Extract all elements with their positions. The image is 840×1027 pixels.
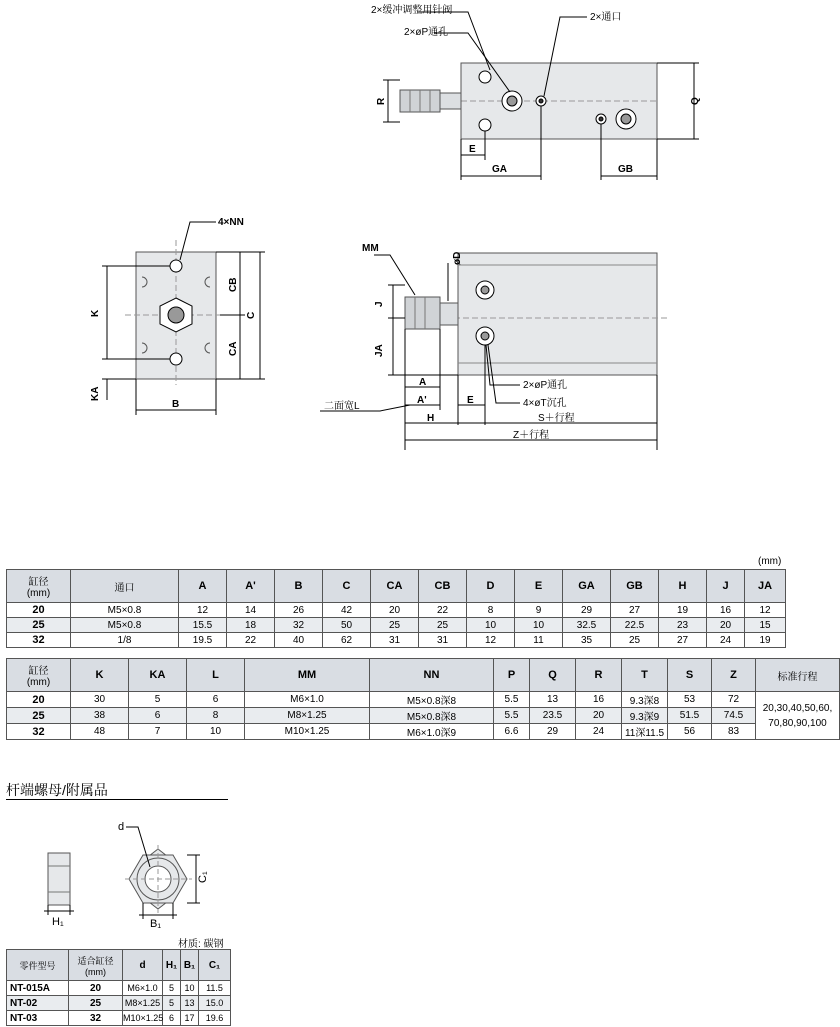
table-cell: NT-02 [7, 996, 69, 1011]
table-cell: 5.5 [494, 708, 530, 724]
label-Q: Q [690, 97, 701, 105]
header-cell: JA [745, 570, 786, 603]
table-cell: 24 [576, 724, 622, 740]
table-cell: M6×1.0深9 [370, 724, 494, 740]
table-row [7, 996, 231, 1011]
table-cell: 14 [227, 603, 275, 618]
table-row [7, 603, 786, 618]
table-row [7, 724, 840, 740]
header-cell: H [659, 570, 707, 603]
table-cell: 23 [659, 618, 707, 633]
table-cell: 12 [745, 603, 786, 618]
label-C: C [246, 311, 257, 319]
table-cell: M5×0.8深8 [370, 708, 494, 724]
header-cell: H₁ [163, 950, 181, 981]
nut-label-H1: H₁ [52, 916, 64, 928]
header-cell: GA [563, 570, 611, 603]
nut-table [6, 949, 231, 1026]
header-cell: P [494, 659, 530, 692]
table-cell: 22 [227, 633, 275, 648]
table-row [7, 692, 840, 708]
table-cell: 10 [515, 618, 563, 633]
table-cell: 16 [576, 692, 622, 708]
top-view-drawing [0, 0, 790, 200]
table-cell: 19 [659, 603, 707, 618]
table-cell: M10×1.25 [245, 724, 370, 740]
label-nn: 4×NN [218, 217, 244, 228]
front-view-drawing [80, 205, 280, 420]
table-cell: M8×1.25 [245, 708, 370, 724]
header-cell: GB [611, 570, 659, 603]
table-cell: 31 [419, 633, 467, 648]
header-cell: T [622, 659, 668, 692]
header-cell: 缸径 (mm) [7, 570, 71, 603]
table-cell: 25 [611, 633, 659, 648]
table-cell: NT-015A [7, 981, 69, 996]
table-cell: 27 [611, 603, 659, 618]
label-t-hole: 4×øT沉孔 [523, 398, 567, 409]
table-cell: 1/8 [71, 633, 179, 648]
table-cell: 32 [7, 633, 71, 648]
table-cell: 11深11.5 [622, 724, 668, 740]
table-cell: 31 [371, 633, 419, 648]
table-cell: 30 [71, 692, 129, 708]
table-cell: M8×1.25 [123, 996, 163, 1011]
header-cell: KA [129, 659, 187, 692]
standard-stroke-line-2: 70,80,90,100 [768, 717, 827, 729]
label-A-prime: A' [417, 395, 427, 406]
table-cell: 62 [323, 633, 371, 648]
label-D: øD [452, 251, 463, 265]
label-p-hole-top: 2×øP通孔 [404, 27, 449, 38]
label-H: H [427, 413, 435, 424]
table-cell: 53 [668, 692, 712, 708]
table-cell: 15 [745, 618, 786, 633]
header-cell: MM [245, 659, 370, 692]
label-B: B [172, 399, 180, 410]
table-cell: 10 [467, 618, 515, 633]
table-cell: 20 [576, 708, 622, 724]
table-cell: M6×1.0 [245, 692, 370, 708]
label-needle-valve: 2×缓冲调整用针阀 [371, 5, 453, 16]
header-cell: NN [370, 659, 494, 692]
header-cell: A [179, 570, 227, 603]
table-cell: 5 [163, 981, 181, 996]
table-header-row [7, 659, 840, 692]
table-cell: M5×0.8深8 [370, 692, 494, 708]
header-cell: 零件型号 [7, 950, 69, 981]
table-cell: 9.3深9 [622, 708, 668, 724]
table-cell: 19 [745, 633, 786, 648]
table-cell: 32 [69, 1011, 123, 1026]
table-cell: M10×1.25 [123, 1011, 163, 1026]
table-row [7, 1011, 231, 1026]
table-cell: NT-03 [7, 1011, 69, 1026]
label-JA: JA [374, 344, 385, 357]
header-cell: L [187, 659, 245, 692]
table-cell: 25 [419, 618, 467, 633]
table-cell: 10 [181, 981, 199, 996]
table-cell: 48 [71, 724, 129, 740]
table-cell: 25 [7, 708, 71, 724]
label-CA: CA [228, 341, 239, 356]
side-view-drawing [300, 235, 700, 455]
table-cell: 40 [275, 633, 323, 648]
table-cell: 29 [530, 724, 576, 740]
label-GA: GA [492, 164, 507, 175]
header-cell: A' [227, 570, 275, 603]
label-KA: KA [90, 386, 101, 401]
label-J: J [374, 301, 385, 307]
table-cell: 9 [515, 603, 563, 618]
table-cell: 19.6 [199, 1011, 231, 1026]
table-cell: 5 [129, 692, 187, 708]
table-cell: 35 [563, 633, 611, 648]
accessory-title-underline [6, 799, 228, 800]
label-E-side: E [467, 395, 474, 406]
table-cell: 5.5 [494, 692, 530, 708]
table-cell: M5×0.8 [71, 603, 179, 618]
header-cell: D [467, 570, 515, 603]
spec-table-1 [6, 569, 786, 648]
label-Z: Z＋行程 [513, 430, 550, 441]
table-cell: 11.5 [199, 981, 231, 996]
table-cell: 32 [7, 724, 71, 740]
table-cell: 8 [187, 708, 245, 724]
table-cell: 15.0 [199, 996, 231, 1011]
table-cell: 74.5 [712, 708, 756, 724]
table-cell: 13 [530, 692, 576, 708]
table-row [7, 708, 840, 724]
header-cell: d [123, 950, 163, 981]
spec-table-2 [6, 658, 840, 740]
label-E-top: E [469, 144, 476, 155]
table-cell: 50 [323, 618, 371, 633]
header-cell: 适合缸径 (mm) [69, 950, 123, 981]
accessory-title: 杆端螺母/附属品 [6, 782, 108, 798]
table-cell: 24 [707, 633, 745, 648]
label-GB: GB [618, 164, 633, 175]
table-row [7, 633, 786, 648]
label-port: 2×通口 [590, 12, 622, 23]
header-cell: J [707, 570, 745, 603]
table-cell: 27 [659, 633, 707, 648]
table-cell: 38 [71, 708, 129, 724]
table-cell: 51.5 [668, 708, 712, 724]
table-cell: M6×1.0 [123, 981, 163, 996]
header-cell: 标准行程 [756, 659, 840, 692]
nut-label-C1: C₁ [197, 871, 209, 883]
table-cell: 10 [187, 724, 245, 740]
header-cell: R [576, 659, 622, 692]
table-cell: 6 [163, 1011, 181, 1026]
label-K: K [90, 309, 101, 317]
table-cell: 25 [371, 618, 419, 633]
header-cell: 缸径 (mm) [7, 659, 71, 692]
table-cell: 56 [668, 724, 712, 740]
header-cell: 通口 [71, 570, 179, 603]
header-cell: CA [371, 570, 419, 603]
standard-stroke-cell [756, 692, 840, 740]
nut-drawing [30, 815, 210, 930]
header-cell: K [71, 659, 129, 692]
header-cell: B [275, 570, 323, 603]
table-cell: 42 [323, 603, 371, 618]
table-header-row [7, 950, 231, 981]
table-cell: 16 [707, 603, 745, 618]
table-cell: 32 [275, 618, 323, 633]
table-cell: 72 [712, 692, 756, 708]
table-cell: 5 [163, 996, 181, 1011]
table-cell: 11 [515, 633, 563, 648]
table-cell: 8 [467, 603, 515, 618]
header-cell: C [323, 570, 371, 603]
table-cell: 23.5 [530, 708, 576, 724]
table-cell: 25 [69, 996, 123, 1011]
table-cell: M5×0.8 [71, 618, 179, 633]
table-cell: 26 [275, 603, 323, 618]
table-cell: 20 [69, 981, 123, 996]
table-cell: 22.5 [611, 618, 659, 633]
table-cell: 22 [419, 603, 467, 618]
table-cell: 6.6 [494, 724, 530, 740]
header-cell: Q [530, 659, 576, 692]
header-cell: C₁ [199, 950, 231, 981]
table-cell: 12 [179, 603, 227, 618]
label-R: R [376, 97, 387, 105]
table-cell: 20 [7, 692, 71, 708]
table-cell: 7 [129, 724, 187, 740]
table-cell: 9.3深8 [622, 692, 668, 708]
table-cell: 20 [707, 618, 745, 633]
table-cell: 6 [129, 708, 187, 724]
table-cell: 18 [227, 618, 275, 633]
label-MM: MM [362, 243, 379, 254]
table-cell: 20 [7, 603, 71, 618]
table-cell: 83 [712, 724, 756, 740]
unit-label: (mm) [758, 556, 782, 567]
header-cell: CB [419, 570, 467, 603]
table-row [7, 981, 231, 996]
table-cell: 15.5 [179, 618, 227, 633]
table-cell: 6 [187, 692, 245, 708]
header-cell: Z [712, 659, 756, 692]
table-row [7, 618, 786, 633]
header-cell: E [515, 570, 563, 603]
label-A: A [419, 377, 427, 388]
header-cell: S [668, 659, 712, 692]
table-cell: 25 [7, 618, 71, 633]
table-cell: 29 [563, 603, 611, 618]
table-header-row [7, 570, 786, 603]
label-S: S＋行程 [538, 413, 575, 424]
label-CB: CB [228, 277, 239, 292]
table-cell: 13 [181, 996, 199, 1011]
material-note: 材质: 碳钢 [178, 939, 224, 950]
nut-label-B1: B₁ [150, 918, 162, 930]
nut-label-d: d [118, 821, 125, 833]
table-cell: 17 [181, 1011, 199, 1026]
table-cell: 19.5 [179, 633, 227, 648]
standard-stroke-line-1: 20,30,40,50,60, [762, 702, 833, 714]
label-p-hole-side: 2×øP通孔 [523, 380, 568, 391]
table-cell: 12 [467, 633, 515, 648]
table-cell: 20 [371, 603, 419, 618]
header-cell: B₁ [181, 950, 199, 981]
label-L: 二面宽L [324, 401, 360, 412]
table-cell: 32.5 [563, 618, 611, 633]
